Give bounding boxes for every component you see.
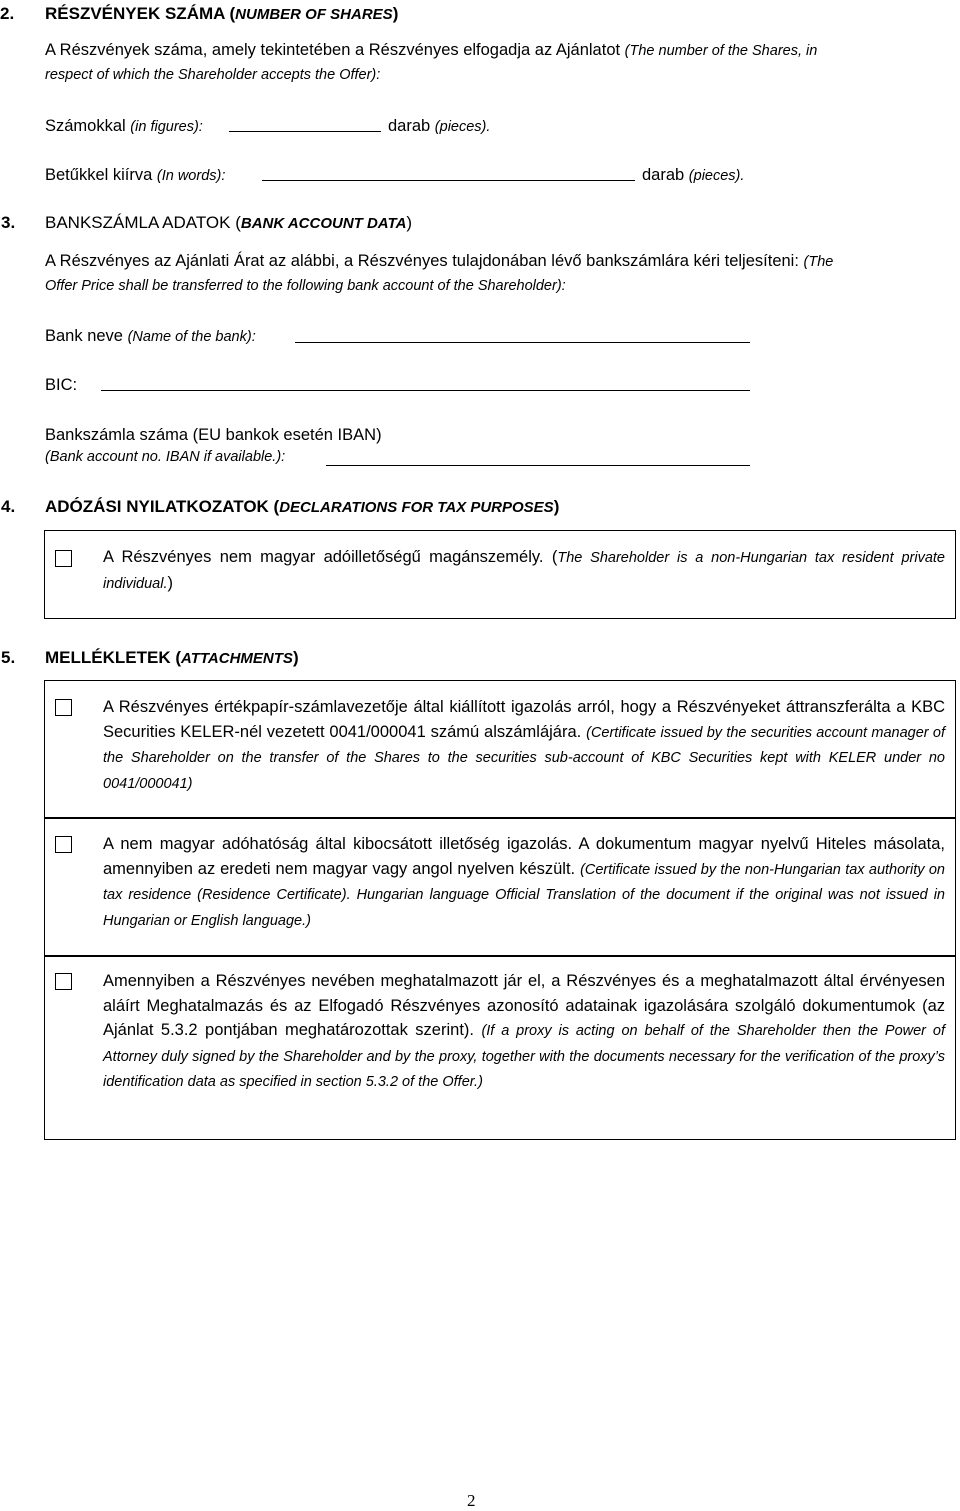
bic-field[interactable] [101, 390, 750, 391]
account-label: Bankszámla száma (EU bankok esetén IBAN) [45, 426, 382, 444]
words-unit: darab (pieces). [642, 166, 745, 184]
attachment-text-2: A nem magyar adóhatóság által kibocsátott illetőség igazolás. A dokumentum magyar nyelvű Hiteles másolata, amennyiben az eredeti nem magyar vagy angol nyelven készült. (Certificate issued by the non-Hungarian tax authority on tax residence (Residence Certificate). Hungarian language Official Translation of the document if the original was not issued in Hungarian or English language.) [103, 835, 945, 929]
section-3-intro: A Részvényes az Ajánlati Árat az alábbi, a Részvényes tulajdonában lévő bankszámlára kéri teljesíteni: (The Offer Price shall be transferred to the following bank account of the Shareholder): [45, 252, 834, 294]
attachment-checkbox-3[interactable] [55, 973, 72, 990]
bank-name-label: Bank neve (Name of the bank): [45, 327, 256, 345]
page-number: 2 [467, 1491, 476, 1510]
section-2-title-en: NUMBER OF SHARES [235, 6, 393, 23]
figures-field[interactable] [229, 131, 381, 132]
section-5-number: 5. [1, 648, 16, 667]
section-5-title-en: ATTACHMENTS [181, 650, 293, 667]
section-3-title-en: BANK ACCOUNT DATA [240, 215, 407, 232]
bic-label: BIC: [45, 376, 78, 394]
section-5-heading: MELLÉKLETEK (ATTACHMENTS) [45, 648, 299, 667]
attachment-checkbox-1[interactable] [55, 699, 72, 716]
figures-label: Számokkal (in figures): [45, 117, 203, 135]
account-label-en: (Bank account no. IBAN if available.): [45, 449, 286, 465]
section-2-title: RÉSZVÉNYEK SZÁMA ( [45, 4, 236, 23]
section-3-heading: BANKSZÁMLA ADATOK (BANK ACCOUNT DATA) [45, 213, 413, 232]
section-4-title: ADÓZÁSI NYILATKOZATOK ( [45, 497, 280, 516]
section-4-number: 4. [1, 497, 16, 516]
section-4-title-en: DECLARATIONS FOR TAX PURPOSES [279, 499, 554, 516]
section-2-number: 2. [0, 4, 15, 23]
section-2-intro: A Részvények száma, amely tekintetében a Részvényes elfogadja az Ajánlatot (The number of the Shares, in respect of which the Shareholder accepts the Offer): [45, 41, 818, 83]
words-field[interactable] [262, 180, 635, 181]
account-number-field[interactable] [326, 465, 750, 466]
section-3-title: BANKSZÁMLA ADATOK ( [45, 213, 241, 232]
tax-declaration-checkbox[interactable] [55, 550, 72, 567]
section-2-heading: RÉSZVÉNYEK SZÁMA (NUMBER OF SHARES) [45, 4, 399, 23]
bank-name-field[interactable] [295, 342, 750, 343]
attachment-text-1: A Részvényes értékpapír-számlavezetője által kiállított igazolás arról, hogy a Részvényeket áttranszferálta a KBC Securities KELER-nél vezetett 0041/000041 számú alszámlájára. (Certificate issued by the securities account manager of the Shareholder on the transfer of the Shares to the securities sub-account of KBC Securities kept with KELER under no 0041/000041) [103, 698, 945, 792]
tax-declaration-text: A Részvényes nem magyar adóilletőségű magánszemély. (The Shareholder is a non-Hungarian tax resident private individual.) [103, 548, 945, 592]
attachment-checkbox-2[interactable] [55, 836, 72, 853]
section-4-heading: ADÓZÁSI NYILATKOZATOK (DECLARATIONS FOR TAX PURPOSES) [45, 497, 560, 516]
section-5-title: MELLÉKLETEK ( [45, 648, 181, 667]
section-3-number: 3. [1, 213, 16, 232]
figures-unit: darab (pieces). [388, 117, 491, 135]
words-label: Betűkkel kiírva (In words): [45, 166, 226, 184]
attachment-text-3: Amennyiben a Részvényes nevében meghatalmazott jár el, a Részvényes és a meghatalmazott által érvényesen aláírt Meghatalmazás és az Elfogadó Részvényes azonosító adatainak igazolására szolgáló dokumentumok (az Ajánlat 5.3.2 pontjában meghatározottak szerint). (If a proxy is acting on behalf of the Shareholder then the Power of Attorney duly signed by the Shareholder and by the proxy, together with the documents necessary for the verification of the proxy’s identification data as specified in section 5.3.2 of the Offer.) [103, 972, 945, 1090]
